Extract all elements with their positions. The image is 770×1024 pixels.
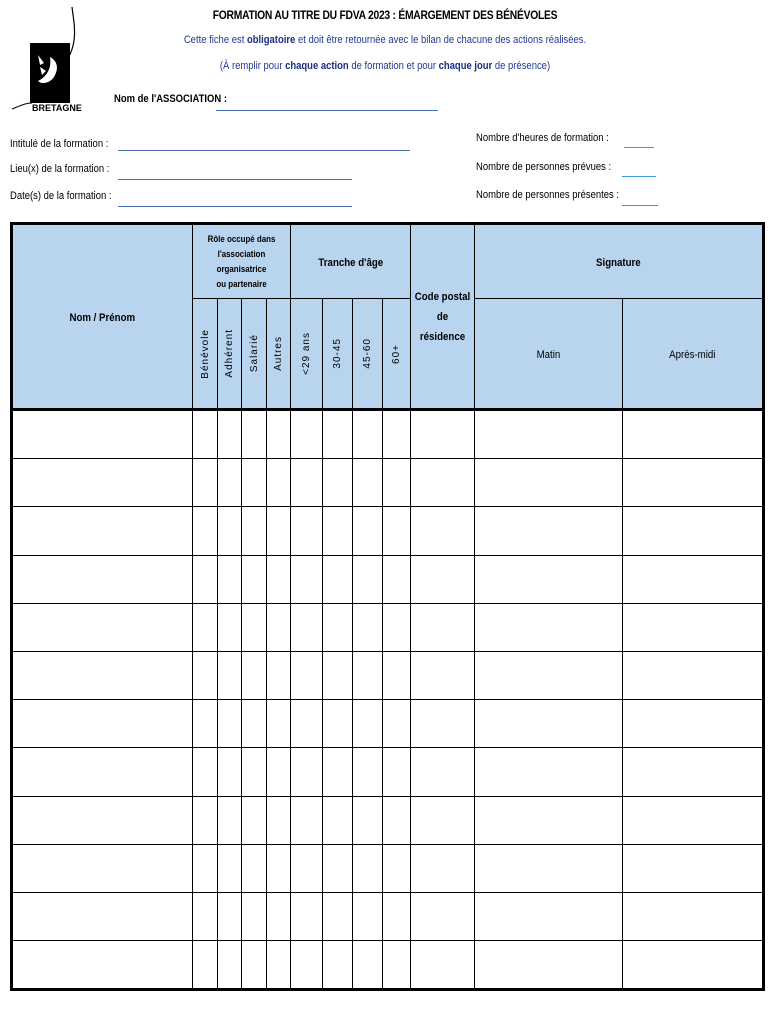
age-under29-cell[interactable]: [291, 796, 323, 844]
benevole-cell[interactable]: [193, 844, 218, 892]
formation-title-field[interactable]: [118, 150, 410, 151]
signature-apres-midi-cell[interactable]: [623, 507, 764, 555]
salarie-cell[interactable]: [242, 892, 267, 940]
signature-header: Signature: [475, 224, 764, 299]
signature-matin-cell[interactable]: [475, 700, 623, 748]
formation-title-label: Intitulé de la formation :: [10, 138, 109, 150]
formation-dates-label: Date(s) de la formation :: [10, 190, 112, 202]
postal-code-cell[interactable]: [411, 700, 475, 748]
postal-code-cell[interactable]: [411, 796, 475, 844]
logo-line1: Région: [34, 97, 54, 103]
benevole-cell[interactable]: [193, 603, 218, 651]
age-60plus-cell[interactable]: [383, 555, 411, 603]
salarie-cell[interactable]: [242, 700, 267, 748]
salarie-cell[interactable]: [242, 941, 267, 990]
role-salarie-header: Salarié: [242, 299, 267, 410]
age-60plus-cell[interactable]: [383, 700, 411, 748]
table-row: [12, 410, 764, 459]
adherent-cell[interactable]: [218, 796, 242, 844]
autres-cell[interactable]: [267, 796, 291, 844]
signature-matin-cell[interactable]: [475, 410, 623, 459]
postal-code-cell[interactable]: [411, 555, 475, 603]
association-label: Nom de l'ASSOCIATION :: [114, 93, 227, 105]
salarie-cell[interactable]: [242, 459, 267, 507]
age-60plus-cell[interactable]: [383, 892, 411, 940]
age-45-60-cell[interactable]: [353, 844, 383, 892]
age-under29-cell[interactable]: [291, 941, 323, 990]
name-cell[interactable]: [12, 796, 193, 844]
age-45-60-cell[interactable]: [353, 892, 383, 940]
name-cell[interactable]: [12, 844, 193, 892]
logo-line2: BRETAGNE: [32, 103, 82, 113]
postal-code-cell[interactable]: [411, 748, 475, 796]
benevole-cell[interactable]: [193, 459, 218, 507]
adherent-cell[interactable]: [218, 603, 242, 651]
signature-matin-cell[interactable]: [475, 651, 623, 699]
autres-cell[interactable]: [267, 892, 291, 940]
autres-cell[interactable]: [267, 844, 291, 892]
age-under29-cell[interactable]: [291, 410, 323, 459]
hours-field[interactable]: [624, 147, 654, 148]
age-30-45-cell[interactable]: [323, 700, 353, 748]
adherent-cell[interactable]: [218, 507, 242, 555]
postal-code-cell[interactable]: [411, 459, 475, 507]
signature-matin-cell[interactable]: [475, 603, 623, 651]
table-row: [12, 603, 764, 651]
age-60plus-header: 60+: [383, 299, 411, 410]
signature-apres-midi-cell[interactable]: [623, 796, 764, 844]
instruction-line-2: (À remplir pour chaque action de formation et pour chaque jour de présence): [219, 60, 551, 72]
postal-code-cell[interactable]: [411, 892, 475, 940]
signature-matin-cell[interactable]: [475, 507, 623, 555]
role-benevole-header: Bénévole: [193, 299, 218, 410]
age-45-60-cell[interactable]: [353, 796, 383, 844]
age-30-45-cell[interactable]: [323, 603, 353, 651]
adherent-cell[interactable]: [218, 410, 242, 459]
age-60plus-cell[interactable]: [383, 603, 411, 651]
salarie-cell[interactable]: [242, 603, 267, 651]
age-45-60-cell[interactable]: [353, 507, 383, 555]
signature-matin-cell[interactable]: [475, 459, 623, 507]
name-cell[interactable]: [12, 459, 193, 507]
age-45-60-cell[interactable]: [353, 651, 383, 699]
age-30-45-cell[interactable]: [323, 748, 353, 796]
age-under29-header: <29 ans: [291, 299, 323, 410]
present-people-field[interactable]: [622, 205, 658, 206]
benevole-cell[interactable]: [193, 555, 218, 603]
age-60plus-cell[interactable]: [383, 651, 411, 699]
benevole-cell[interactable]: [193, 410, 218, 459]
signature-apres-midi-cell[interactable]: [623, 603, 764, 651]
adherent-cell[interactable]: [218, 700, 242, 748]
signature-apres-midi-cell[interactable]: [623, 555, 764, 603]
name-cell[interactable]: [12, 555, 193, 603]
autres-cell[interactable]: [267, 941, 291, 990]
postal-code-cell[interactable]: [411, 410, 475, 459]
benevole-cell[interactable]: [193, 651, 218, 699]
page-title: FORMATION AU TITRE DU FDVA 2023 : ÉMARGEMENT DES BÉNÉVOLES: [212, 8, 558, 22]
signature-matin-cell[interactable]: [475, 941, 623, 990]
age-30-45-cell[interactable]: [323, 892, 353, 940]
instruction-line-1: Cette fiche est obligatoire et doit être retournée avec le bilan de chacune des actions réalisées.: [183, 34, 587, 46]
signature-matin-cell[interactable]: [475, 796, 623, 844]
role-header: Rôle occupé dans l'association organisatrice ou partenaire: [193, 224, 291, 299]
name-cell[interactable]: [12, 892, 193, 940]
age-30-45-cell[interactable]: [323, 410, 353, 459]
age-45-60-cell[interactable]: [353, 603, 383, 651]
age-header: Tranche d'âge: [291, 224, 411, 299]
benevole-cell[interactable]: [193, 892, 218, 940]
signature-matin-cell[interactable]: [475, 844, 623, 892]
age-30-45-cell[interactable]: [323, 507, 353, 555]
age-45-60-cell[interactable]: [353, 748, 383, 796]
salarie-cell[interactable]: [242, 748, 267, 796]
age-under29-cell[interactable]: [291, 748, 323, 796]
signature-apres-midi-cell[interactable]: [623, 700, 764, 748]
age-under29-cell[interactable]: [291, 603, 323, 651]
role-adherent-header: Adhérent: [218, 299, 242, 410]
signature-apres-midi-cell[interactable]: [623, 459, 764, 507]
formation-location-field[interactable]: [118, 179, 352, 180]
age-30-45-cell[interactable]: [323, 651, 353, 699]
association-field[interactable]: [216, 110, 438, 111]
age-30-45-cell[interactable]: [323, 844, 353, 892]
age-45-60-cell[interactable]: [353, 941, 383, 990]
salarie-cell[interactable]: [242, 555, 267, 603]
signature-apres-midi-cell[interactable]: [623, 941, 764, 990]
age-60plus-cell[interactable]: [383, 459, 411, 507]
adherent-cell[interactable]: [218, 844, 242, 892]
signature-matin-cell[interactable]: [475, 555, 623, 603]
table-row: [12, 459, 764, 507]
postal-code-cell[interactable]: [411, 603, 475, 651]
signature-apres-midi-cell[interactable]: [623, 892, 764, 940]
adherent-cell[interactable]: [218, 555, 242, 603]
postal-code-cell[interactable]: [411, 651, 475, 699]
signature-apres-midi-cell[interactable]: [623, 748, 764, 796]
age-30-45-cell[interactable]: [323, 555, 353, 603]
table-row: [12, 941, 764, 990]
attendance-table: [10, 222, 765, 991]
table-row: [12, 507, 764, 555]
name-cell[interactable]: [12, 748, 193, 796]
table-row: [12, 700, 764, 748]
age-60plus-cell[interactable]: [383, 941, 411, 990]
age-45-60-cell[interactable]: [353, 700, 383, 748]
salarie-cell[interactable]: [242, 844, 267, 892]
name-header: Nom / Prénom: [12, 224, 193, 410]
age-under29-cell[interactable]: [291, 651, 323, 699]
age-30-45-cell[interactable]: [323, 459, 353, 507]
age-60plus-cell[interactable]: [383, 748, 411, 796]
benevole-cell[interactable]: [193, 796, 218, 844]
autres-cell[interactable]: [267, 748, 291, 796]
table-row: [12, 844, 764, 892]
apres-midi-header: Après-midi: [623, 299, 764, 410]
adherent-cell[interactable]: [218, 459, 242, 507]
age-45-60-header: 45-60: [353, 299, 383, 410]
age-30-45-cell[interactable]: [323, 941, 353, 990]
age-under29-cell[interactable]: [291, 700, 323, 748]
adherent-cell[interactable]: [218, 892, 242, 940]
adherent-cell[interactable]: [218, 941, 242, 990]
postal-code-cell[interactable]: [411, 941, 475, 990]
age-60plus-cell[interactable]: [383, 410, 411, 459]
salarie-cell[interactable]: [242, 410, 267, 459]
signature-apres-midi-cell[interactable]: [623, 844, 764, 892]
autres-cell[interactable]: [267, 700, 291, 748]
adherent-cell[interactable]: [218, 651, 242, 699]
name-cell[interactable]: [12, 941, 193, 990]
salarie-cell[interactable]: [242, 507, 267, 555]
name-cell[interactable]: [12, 410, 193, 459]
age-under29-cell[interactable]: [291, 892, 323, 940]
autres-cell[interactable]: [267, 651, 291, 699]
signature-matin-cell[interactable]: [475, 892, 623, 940]
age-60plus-cell[interactable]: [383, 844, 411, 892]
autres-cell[interactable]: [267, 410, 291, 459]
benevole-cell[interactable]: [193, 507, 218, 555]
postal-code-cell[interactable]: [411, 844, 475, 892]
planned-people-field[interactable]: [622, 176, 656, 177]
table-row: [12, 555, 764, 603]
signature-apres-midi-cell[interactable]: [623, 651, 764, 699]
formation-location-label: Lieu(x) de la formation :: [10, 163, 110, 175]
name-cell[interactable]: [12, 603, 193, 651]
postal-code-cell[interactable]: [411, 507, 475, 555]
age-60plus-cell[interactable]: [383, 507, 411, 555]
table-row: [12, 651, 764, 699]
table-row: [12, 748, 764, 796]
formation-dates-field[interactable]: [118, 206, 352, 207]
autres-cell[interactable]: [267, 459, 291, 507]
name-cell[interactable]: [12, 507, 193, 555]
age-30-45-cell[interactable]: [323, 796, 353, 844]
salarie-cell[interactable]: [242, 651, 267, 699]
benevole-cell[interactable]: [193, 748, 218, 796]
table-row: [12, 796, 764, 844]
signature-matin-cell[interactable]: [475, 748, 623, 796]
adherent-cell[interactable]: [218, 748, 242, 796]
autres-cell[interactable]: [267, 555, 291, 603]
role-autres-header: Autres: [267, 299, 291, 410]
age-45-60-cell[interactable]: [353, 410, 383, 459]
name-cell[interactable]: [12, 700, 193, 748]
benevole-cell[interactable]: [193, 941, 218, 990]
hours-label: Nombre d'heures de formation :: [476, 132, 609, 144]
age-under29-cell[interactable]: [291, 844, 323, 892]
age-60plus-cell[interactable]: [383, 796, 411, 844]
salarie-cell[interactable]: [242, 796, 267, 844]
postal-code-header: Code postal de résidence: [411, 224, 475, 410]
age-45-60-cell[interactable]: [353, 459, 383, 507]
age-under29-cell[interactable]: [291, 555, 323, 603]
planned-people-label: Nombre de personnes prévues :: [476, 161, 612, 173]
benevole-cell[interactable]: [193, 700, 218, 748]
name-cell[interactable]: [12, 651, 193, 699]
present-people-label: Nombre de personnes présentes :: [476, 189, 620, 201]
age-under29-cell[interactable]: [291, 459, 323, 507]
signature-apres-midi-cell[interactable]: [623, 410, 764, 459]
matin-header: Matin: [475, 299, 623, 410]
age-45-60-cell[interactable]: [353, 555, 383, 603]
table-row: [12, 892, 764, 940]
autres-cell[interactable]: [267, 507, 291, 555]
age-under29-cell[interactable]: [291, 507, 323, 555]
age-30-45-header: 30-45: [323, 299, 353, 410]
autres-cell[interactable]: [267, 603, 291, 651]
